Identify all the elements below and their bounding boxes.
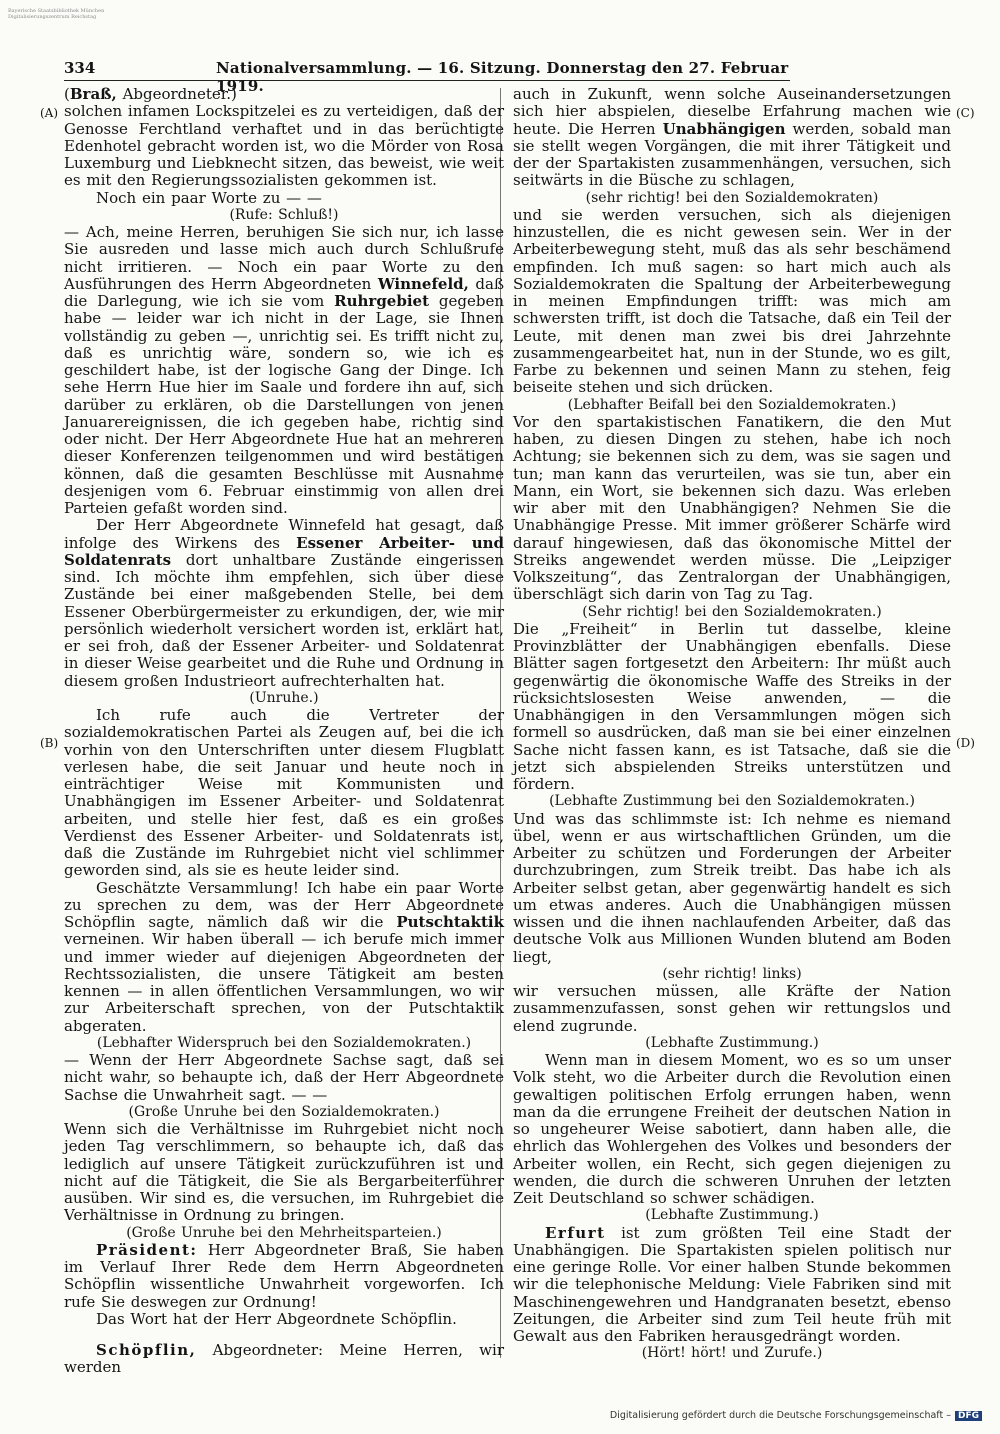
text-run: Abgeordneter: Meine Herren, wir werden: [64, 1341, 504, 1377]
margin-mark-d: (D): [956, 736, 975, 750]
margin-mark-c: (C): [956, 106, 975, 120]
paragraph: Das Wort hat der Herr Abgeordnete Schöpflin.: [96, 1309, 457, 1328]
text-run: Geschätzte Versammlung! Ich habe ein paar Worte zu sprechen zu dem, was der Herr Abgeordnete Schöpflin sagte, nämlich daß wir die: [64, 878, 504, 931]
term-emphasis: Putschtaktik: [396, 913, 504, 931]
speaker-role: Abgeordneter.): [122, 85, 237, 103]
library-stamp: [8, 8, 105, 28]
footer-text: Digitalisierung gefördert durch die Deutsche Forschungsgemeinschaft –: [609, 1410, 951, 1421]
text-run: ist zum größten Teil eine Stadt der Unabhängigen. Die Spartakisten spielen politisch nur eine geringe Rolle. Vor einer halben Stunde bekommen wir die telephonische Meldung: Viele Fabriken sind mit Maschinengewehren und Handgranaten besetzt, ebenso Zeitungen, die Arbeiter sind zum Teil heute früh mit Gewalt aus den Fabriken herausgedrängt worden.: [513, 1223, 951, 1345]
text-run: verneinen. Wir haben überall — ich berufe mich immer und immer wieder auf diejenigen Abgeordneten der Rechtssozialisten, die unsere Tätigkeit am besten kennen — in allen öffentlichen Versammlungen, wo wir zur Arbeiterschaft sprechen, von der Putschtaktik abgeraten.: [64, 930, 504, 1035]
interjection: (Lebhafte Zustimmung bei den Sozialdemokraten.): [549, 793, 915, 810]
text-run: dort unhaltbare Zustände eingerissen sind. Ich möchte ihm empfehlen, sich über diese Zustände bei einer maßgebenden Stelle, bei dem Essener Oberbürgermeister zu erkundigen, der, wie mir persönlich wiederholt versichert worden ist, erklärt hat, er sei froh, daß der Essener Arbeiter- und Soldatenrat in dieser Weise gearbeitet und die Ruhe und Ordnung in diesem großen Industrieort aufrechterhalten hat.: [64, 550, 504, 690]
paragraph: [64, 1242, 504, 1311]
interjection: (Lebhafte Zustimmung.): [645, 1034, 819, 1051]
paragraph: Noch ein paar Worte zu — —: [96, 188, 322, 207]
footer: [610, 1410, 982, 1421]
president-label: Präsident:: [96, 1240, 198, 1259]
term-emphasis: Erfurt: [545, 1223, 606, 1242]
stamp-line: Bayerische Staatsbibliothek München: [8, 8, 105, 14]
paragraph: [513, 1225, 951, 1346]
interjection: (Lebhafte Zustimmung.): [645, 1207, 819, 1224]
margin-mark-b: (B): [40, 736, 59, 750]
paragraph: Vor den spartakistischen Fanatikern, die den Mut haben, zu diesen Dingen zu stehen, habe ich noch Achtung; sie bekennen sich zu dem, was sie sagen und tun; man kann das verurteilen, was sie tun, aber ein Mann, ein Wort, sie bekennen sich dazu. Was erleben wir aber mit den Unabhängigen? Nehmen Sie die Unabhängige Presse. Mit immer größerer Schärfe wird darauf hingewiesen, daß das ökonomische Mittel der Streiks angewendet werden müsse. Die „Leipziger Volkszeitung“, das Zentralorgan der Unabhängigen, überschlägt sich darin von Tag zu Tag.: [513, 412, 951, 604]
interjection: (Lebhafter Widerspruch bei den Sozialdemokraten.): [96, 1034, 472, 1051]
speaker-tag: (Braß, Abgeordneter.): [64, 85, 237, 103]
dfg-logo: DFG: [955, 1411, 982, 1421]
margin-mark-a: (A): [40, 106, 59, 120]
paragraph: Ich rufe auch die Vertreter der sozialdemokratischen Partei als Zeugen auf, bei die ich vorhin von den Unterschriften unter diesem Flugblatt verlesen habe, die seit Januar und heute noch in einträchtiger Weise mit Kommunisten und Unabhängigen im Essener Arbeiter- und Soldatenrat arbeiten, und stelle hier fest, daß es ein großes Verdienst des Essener Arbeiter- und Soldatenrats ist, daß die Zustände im Ruhrgebiet nicht viel schlimmer geworden sind, als sie es heute leider sind.: [64, 706, 504, 880]
right-column: [513, 86, 951, 1363]
page-title: Nationalversammlung. — 16. Sitzung. Donnerstag den 27. Februar 1919.: [216, 59, 789, 95]
paragraph: [64, 517, 504, 690]
paragraph: — Wenn der Herr Abgeordnete Sachse sagt, daß sei nicht wahr, so behaupte ich, daß der Herr Abgeordnete Sachse die Unwahrheit sagt. — —: [64, 1051, 504, 1104]
text-run: Herr Abgeordneter Braß, Sie haben im Verlauf Ihrer Rede dem Herrn Abgeordneten Schöpflin wissentliche Unwahrheit vorgeworfen. Ich rufe Sie deswegen zur Ordnung!: [64, 1240, 504, 1311]
term-emphasis: Unabhängigen: [662, 119, 786, 138]
paragraph: [64, 224, 504, 517]
interjection: (sehr richtig! links): [662, 965, 802, 982]
speaker-name: Schöpflin,: [96, 1341, 197, 1359]
paragraph: Und was das schlimmste ist: Ich nehme es niemand übel, wenn er aus wirtschaftlichen Gründen, um die Arbeiter zu schützen und Forderungen der Arbeiter durchzubringen, zum Streik treibt. Das habe ich als Arbeiter selbst getan, aber gegenwärtig handelt es sich um etwas anderes. Auch die Unabhängigen müssen wissen und die ihnen nachlaufenden Arbeiter, daß das deutsche Volk aus Millionen Wunden blutend am Boden liegt,: [513, 809, 951, 966]
text-run: Der Herr Abgeordnete Winnefeld hat gesagt, daß infolge des Wirkens des: [64, 516, 504, 552]
paragraph: Wenn man in diesem Moment, wo es so um unser Volk steht, wo die Arbeiter durch die Revolution einen gewaltigen politischen Erfolg errungen haben, wenn man da die errungene Freiheit der deutschen Nation in so ungeheurer Weise sabotiert, dann haben alle, die ehrlich das Wohlergehen des Volkes und besonders der Arbeiter wollen, ein Recht, sich gegen diejenigen zu wenden, die durch die schweren Unruhen der letzten Zeit Deutschland so schwer schädigen.: [513, 1051, 951, 1207]
interjection: (Sehr richtig! bei den Sozialdemokraten.): [582, 603, 882, 620]
interjection: (Große Unruhe bei den Sozialdemokraten.): [128, 1103, 440, 1120]
paragraph: [64, 880, 504, 1035]
paragraph: und sie werden versuchen, sich als diejenigen hinzustellen, die es nicht gewesen sein. Wer in der Arbeiterbewegung steht, muß das als sehr beschämend empfinden. Ich muß sagen: so hart mich auch als Sozialdemokraten die Spaltung der Arbeiterbewegung in meinen Empfindungen trifft: was mich am schwersten trifft, ist doch die Tatsache, daß ein Teil der Leute, mit denen man zwei bis drei Jahrzehnte zusammengearbeitet hat, nun in der Stunde, wo es gilt, Farbe zu bekennen und seinen Mann zu stehen, feig beiseite stehen und sich drücken.: [513, 205, 951, 397]
interjection: (Große Unruhe bei den Mehrheitsparteien.): [126, 1224, 442, 1241]
term-emphasis: Ruhrgebiet: [334, 292, 430, 310]
page-number: 334: [64, 59, 96, 77]
text-run: — Ach, meine Herren, beruhigen Sie sich nur, ich lasse Sie ausreden und lasse mich auch durch Schlußrufe nicht irritieren. — Noch ein paar Worte zu den Ausführungen des Herrn Abgeordneten: [64, 223, 504, 293]
paragraph: Wenn sich die Verhältnisse im Ruhrgebiet nicht noch jeden Tag verschlimmern, so behaupte ich, daß das lediglich auf unsere Tätigkeit zurückzuführen ist und nicht auf die Tätigkeit, die Sie als Bergarbeiterführer ausüben. Wir sind es, die versuchen, im Ruhrgebiet die Verhältnisse in Ordnung zu bringen.: [64, 1120, 504, 1225]
interjection: (sehr richtig! bei den Sozialdemokraten): [585, 189, 879, 206]
speaker-name: Braß,: [69, 85, 117, 103]
paragraph: [513, 86, 951, 190]
paragraph: solchen infamen Lockspitzelei es zu verteidigen, daß der Genosse Ferchtland verhaftet und in das berüchtigte Edenhotel gebracht worden ist, wo die Mörder von Rosa Luxemburg und Liebknecht sitzen, das beweist, wie weit es mit den Regierungssozialisten gekommen ist.: [64, 102, 504, 190]
stamp-line: Digitalisierungszentrum Reichstag: [8, 14, 97, 20]
left-column: [64, 86, 504, 1377]
text-run: werden, sobald man sie stellt wegen Vorgängen, die mit ihrer Tätigkeit und der der Spartakisten zusammenhängen, versuchen, sich seitwärts in die Büsche zu schlagen,: [513, 119, 951, 190]
paragraph: wir versuchen müssen, alle Kräfte der Nation zusammenzufassen, sonst gehen wir rettungslos und elend zugrunde.: [513, 982, 951, 1035]
interjection: (Rufe: Schluß!): [229, 206, 339, 223]
text-run: gegeben habe — leider war ich nicht in der Lage, sie Ihnen vollständig zu geben —, unrichtig sei. Es trifft nicht zu, daß es unrichtig wäre, sondern so, wie ich es geschildert habe, ist der logische Gang der Dinge. Ich sehe Herrn Hue hier im Saale und fordere ihn auf, sich darüber zu erklären, ob die Darstellungen von jenen Januarereignissen, die ich gegeben habe, richtig sind oder nicht. Der Herr Abgeordnete Hue hat an mehreren dieser Konferenzen teilgenommen und wird bestätigen können, daß die gesamten Beschlüsse mit Ausnahme desjenigen vom 6. Februar einstimmig von allen drei Parteien gefaßt worden sind.: [64, 292, 504, 517]
interjection: (Lebhafter Beifall bei den Sozialdemokraten.): [567, 396, 897, 413]
paragraph: [64, 1342, 504, 1377]
text-run: auch in Zukunft, wenn solche Auseinandersetzungen sich hier abspielen, dieselbe Erfahrung machen wie heute. Die Herren: [513, 85, 951, 138]
term-emphasis: Essener Arbeiter- und Soldatenrats: [64, 533, 504, 569]
text-run: daß die Darlegung, wie ich sie vom: [64, 274, 504, 310]
paragraph: Die „Freiheit“ in Berlin tut dasselbe, kleine Provinzblätter der Unabhängigen ebenfalls. Diese Blätter sagen fortgesetzt den Arbeitern: Ihr müßt auch gegenwärtig die ökonomische Waffe des Streiks in der rücksichtslosesten Weise anwenden, — die Unabhängigen in den Versammlungen mögen sich formell so ausdrücken, daß man sie bei einer einzelnen Sache nicht fassen kann, es ist Tatsache, daß sie die jetzt sich abspielenden Streiks unterstützen und fördern.: [513, 619, 951, 793]
interjection: (Unruhe.): [249, 689, 319, 706]
name-emphasis: Winnefeld,: [377, 274, 469, 293]
interjection: (Hört! hört! und Zurufe.): [641, 1345, 823, 1362]
